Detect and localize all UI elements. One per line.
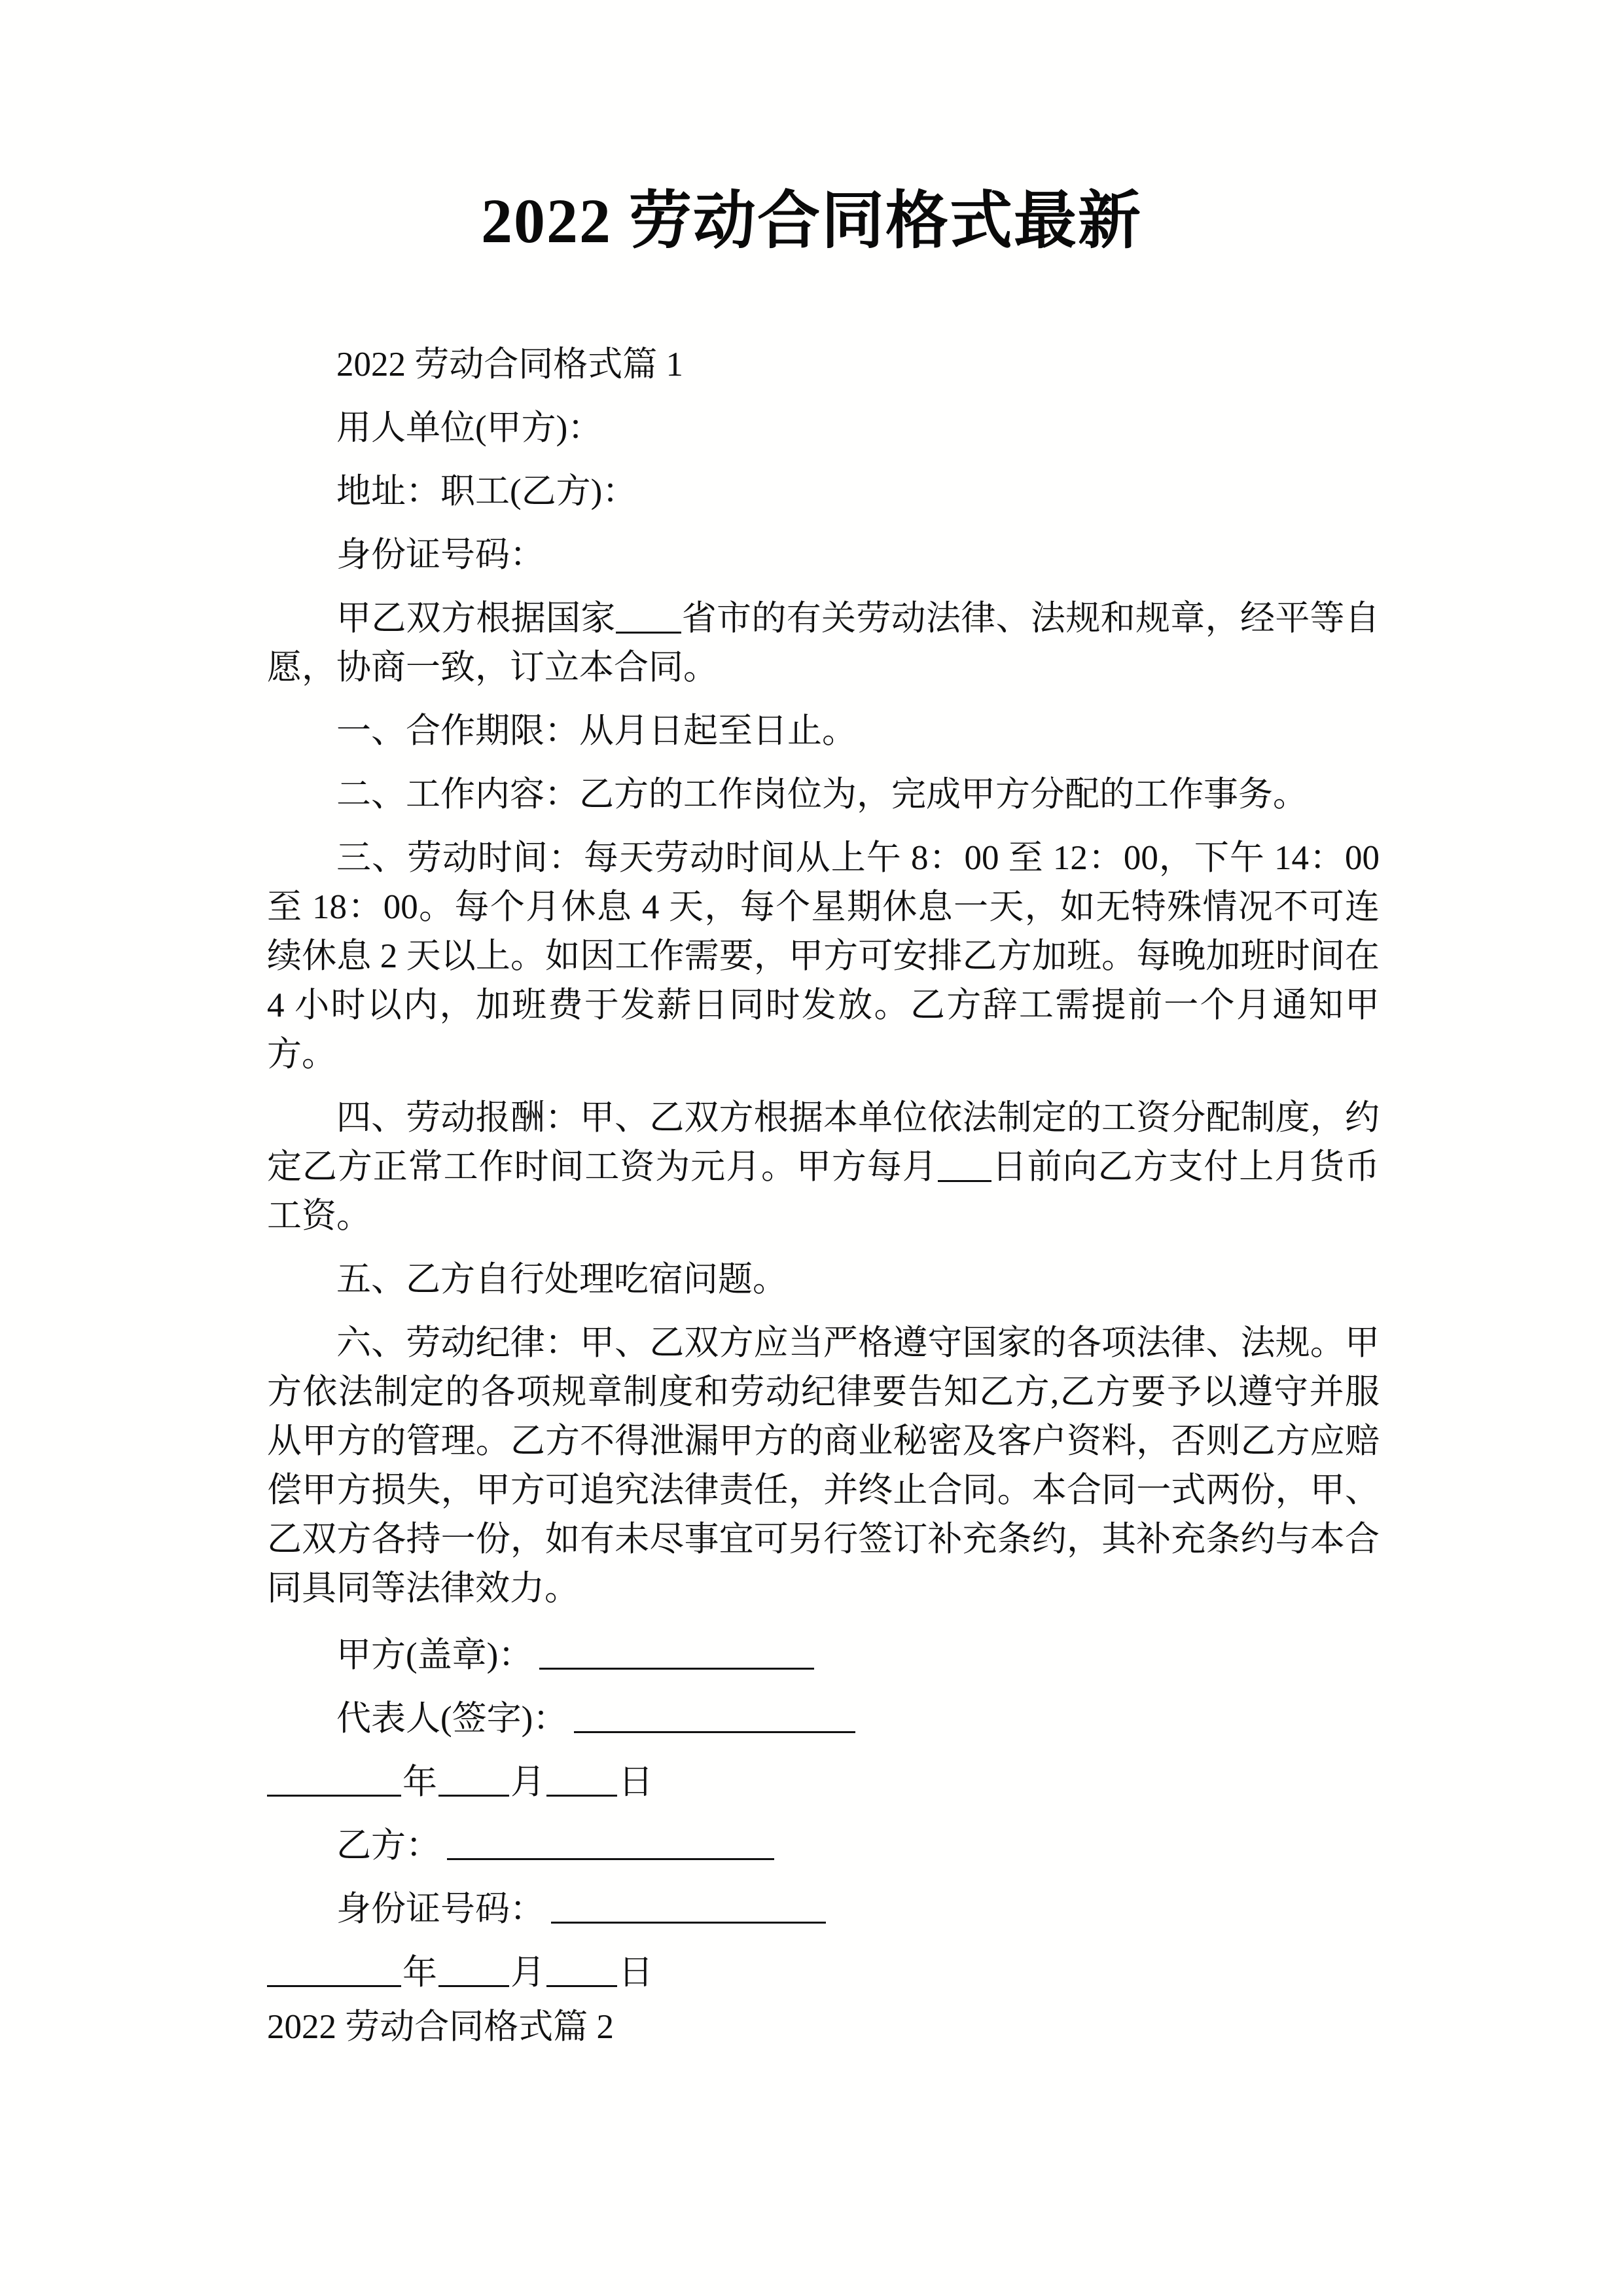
clause-two: 二、工作内容：乙方的工作岗位为，完成甲方分配的工作事务。 [336, 776, 1308, 814]
party-b-id-row [267, 1885, 1380, 1934]
employer-label: 用人单位(甲方)： [336, 409, 603, 447]
id-number-label: 身份证号码： [336, 536, 544, 574]
year-char-a: 年 [402, 1763, 437, 1801]
party-b-id-field[interactable] [551, 1922, 826, 1924]
representative-row [267, 1695, 1380, 1744]
month-char-a: 月 [510, 1763, 545, 1801]
preamble-text-before-blank: 甲乙双方根据国家 [336, 600, 616, 637]
day-char-a: 日 [618, 1763, 653, 1801]
signature-block [267, 1631, 1380, 2012]
year-char-b: 年 [402, 1954, 437, 1992]
clause-four [267, 1094, 1380, 1241]
party-b-date-row [267, 1948, 1380, 1998]
preamble-text-after-blank: 省市的有关劳动法律、法规和规章，经平等自愿，协商一致，订立本合同。 [267, 600, 1380, 687]
day-char-b: 日 [618, 1954, 653, 1992]
party-a-seal-field[interactable] [539, 1668, 814, 1670]
clause-three: 三、劳动时间：每天劳动时间从上午 8：00 至 12：00，下午 14：00 至 18：00。每个月休息 4 天，每个星期休息一天，如无特殊情况不可连续休息 2 天以上。如因工作需要，甲方可安排乙方加班。每晚加班时间在 4 小时以内，加班费于发薪日同时发放。乙方辞工需提前一个月通知甲方。 [267, 839, 1380, 1073]
party-a-year-field[interactable] [267, 1795, 401, 1797]
page-title: 2022 劳动合同格式最新 [481, 186, 1142, 256]
payday-blank-field[interactable] [938, 1180, 991, 1182]
clause-four-text-before-blank: 四、劳动报酬：甲、乙双方根据本单位依法制定的工资分配制度，约定乙方正常工作时间工资为元月。甲方每月 [267, 1099, 1380, 1186]
representative-label: 代表人(签字)： [336, 1700, 568, 1738]
section-heading: 2022 劳动合同格式篇 1 [336, 346, 683, 384]
party-a-seal-label: 甲方(盖章)： [336, 1636, 533, 1674]
month-char-b: 月 [510, 1954, 545, 1992]
preamble-paragraph [267, 594, 1380, 692]
party-b-id-label: 身份证号码： [336, 1890, 544, 1928]
clause-four-text-after-blank: 日前向乙方支付上月货币工资。 [267, 1148, 1380, 1235]
party-a-month-field[interactable] [438, 1795, 509, 1797]
party-a-day-field[interactable] [546, 1795, 617, 1797]
tail-section-heading: 2022 劳动合同格式篇 2 [267, 2008, 614, 2046]
party-b-day-field[interactable] [546, 1985, 617, 1987]
party-b-label: 乙方： [336, 1827, 440, 1865]
party-b-month-field[interactable] [438, 1985, 509, 1987]
party-b-year-field[interactable] [267, 1985, 401, 1987]
clause-five: 五、乙方自行处理吃宿问题。 [336, 1261, 787, 1299]
representative-signature-field[interactable] [574, 1731, 855, 1733]
clause-six: 六、劳动纪律：甲、乙双方应当严格遵守国家的各项法律、法规。甲方依法制定的各项规章制度和劳动纪律要告知乙方,乙方要予以遵守并服从甲方的管理。乙方不得泄漏甲方的商业秘密及客户资料，否则乙方应赔偿甲方损失，甲方可追究法律责任，并终止合同。本合同一式两份，甲、乙双方各持一份，如有未尽事宜可另行签订补充条约，其补充条约与本合同具同等法律效力。 [267, 1324, 1380, 1607]
party-b-signature-field[interactable] [447, 1858, 774, 1860]
address-employee-label: 地址：职工(乙方)： [336, 473, 637, 511]
document-body [267, 340, 1380, 1628]
party-a-seal-row [267, 1631, 1380, 1680]
party-b-row [267, 1821, 1380, 1871]
party-a-date-row [267, 1758, 1380, 1807]
province-blank-field[interactable] [616, 632, 682, 634]
clause-one: 一、合作期限：从月日起至日止。 [336, 712, 857, 750]
